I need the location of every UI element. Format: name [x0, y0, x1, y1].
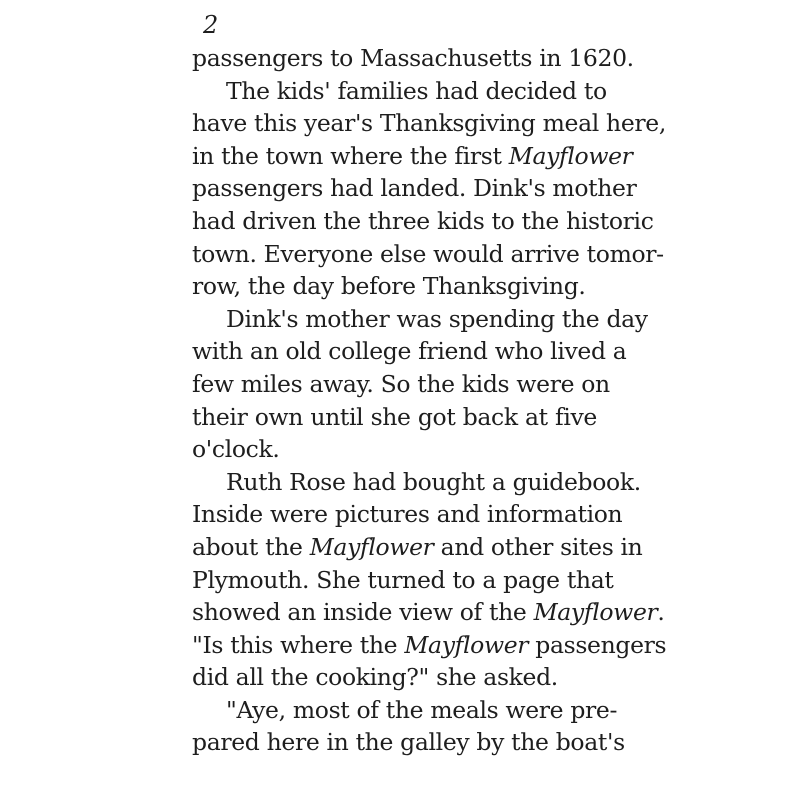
text-segment: had driven the three kids to the historic — [192, 206, 654, 235]
text-segment: passengers to Massachusetts in 1620. — [192, 44, 634, 72]
text-segment: o'clock. — [192, 435, 280, 464]
text-segment: "Is this where the — [192, 630, 405, 659]
text-line — [192, 401, 597, 434]
italic-title-text: Mayflower — [533, 598, 658, 627]
paragraph — [192, 75, 666, 303]
text-segment: Inside were pictures and information — [192, 500, 623, 529]
text-segment: passengers had landed. Dink's mother — [192, 174, 637, 203]
italic-title-text: Mayflower — [309, 532, 434, 561]
text-line — [192, 694, 618, 727]
text-line — [192, 531, 643, 564]
text-segment: passengers — [528, 630, 667, 659]
text-segment: and other sites in — [433, 532, 643, 561]
italic-title-text: Mayflower — [508, 141, 633, 170]
text-line — [192, 629, 667, 662]
text-segment: about the — [192, 532, 310, 561]
text-line — [192, 596, 665, 629]
body-text — [192, 42, 667, 759]
text-segment: town. Everyone else would arrive tomor- — [192, 239, 664, 268]
text-segment: Ruth Rose had bought a guidebook. — [226, 467, 641, 496]
text-segment: "Aye, most of the meals were pre- — [226, 695, 618, 724]
text-line — [192, 368, 610, 401]
text-segment: row, the day before Thanksgiving. — [192, 272, 586, 301]
text-segment: few miles away. So the kids were on — [192, 369, 610, 398]
text-segment: have this year's Thanksgiving meal here, — [192, 109, 666, 138]
paragraph — [192, 694, 625, 759]
text-segment: . — [657, 598, 665, 627]
text-segment: Plymouth. She turned to a page that — [192, 565, 614, 594]
text-line — [192, 433, 597, 466]
text-line — [192, 270, 597, 303]
text-line — [192, 335, 627, 368]
text-line — [192, 661, 597, 694]
text-segment: pared here in the galley by the boat's — [192, 728, 625, 757]
text-segment: their own until she got back at five — [192, 402, 597, 431]
text-segment: The kids' families had decided to — [226, 76, 607, 105]
text-segment: Dink's mother was spending the day — [226, 304, 648, 333]
text-line — [192, 205, 654, 238]
paragraph — [192, 42, 634, 75]
text-segment: in the town where the first — [192, 141, 509, 170]
text-line — [192, 75, 607, 108]
text-line — [192, 238, 664, 271]
text-line — [192, 498, 623, 531]
paragraph — [192, 303, 648, 466]
page-number: 2 — [203, 11, 219, 39]
text-line — [192, 107, 666, 140]
text-line — [192, 726, 625, 759]
text-segment: with an old college friend who lived a — [192, 337, 627, 366]
text-line — [192, 466, 641, 499]
text-line — [192, 42, 634, 75]
text-line — [192, 303, 648, 336]
text-line — [192, 172, 637, 205]
text-line — [192, 564, 614, 597]
text-segment: did all the cooking?" she asked. — [192, 663, 558, 692]
text-line — [192, 140, 633, 173]
text-segment: showed an inside view of the — [192, 598, 534, 627]
italic-title-text: Mayflower — [404, 630, 529, 659]
paragraph — [192, 466, 667, 694]
